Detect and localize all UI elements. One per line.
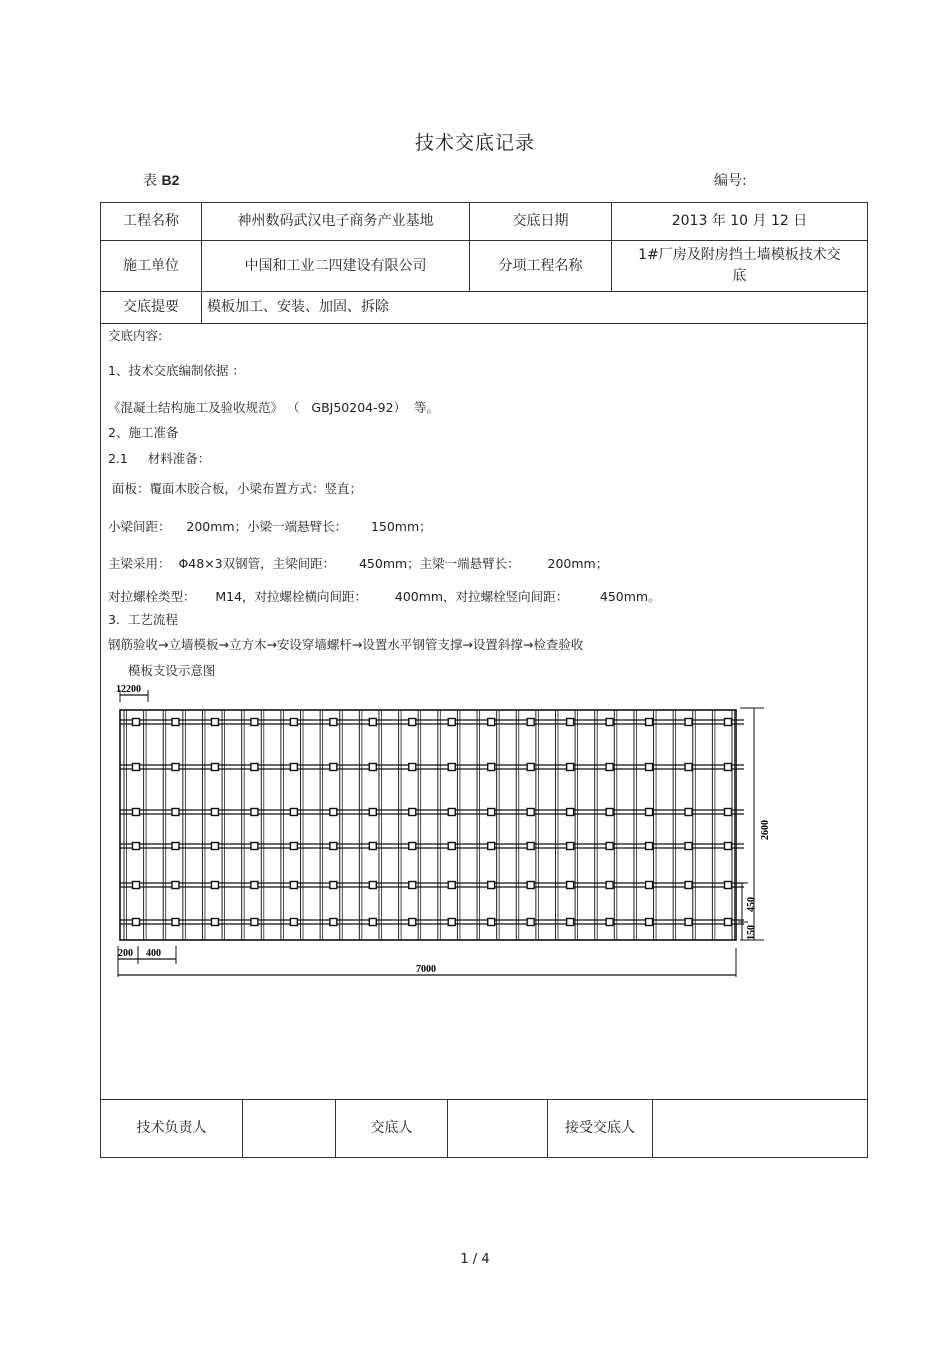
tie-bolt <box>330 719 337 726</box>
tie-bolt <box>448 764 455 771</box>
tie-bolt <box>251 719 258 726</box>
tie-bolt <box>409 919 416 926</box>
formwork-panel <box>120 710 736 940</box>
tie-bolt <box>133 809 140 816</box>
tech-lead-label: 技术负责人 <box>136 1120 207 1136</box>
tie-bolt <box>172 719 179 726</box>
content-line: 主梁采用： Φ48×3双钢管，主梁间距： 450mm；主梁一端悬臂长： 200mm； <box>108 556 609 571</box>
tie-bolt <box>606 843 613 850</box>
tie-bolt <box>527 919 534 926</box>
tie-bolt <box>211 919 218 926</box>
tie-bolt <box>448 882 455 889</box>
tie-bolt <box>725 919 732 926</box>
tie-bolt <box>369 719 376 726</box>
tie-bolt <box>369 919 376 926</box>
tie-bolt <box>133 719 140 726</box>
content-line: 模板支设示意图 <box>108 663 216 678</box>
tie-bolt <box>133 764 140 771</box>
subproject-label: 分项工程名称 <box>498 257 583 274</box>
tie-bolt <box>369 764 376 771</box>
content-line: 3. 工艺流程 <box>108 612 178 627</box>
tie-bolt <box>330 843 337 850</box>
tie-bolt <box>646 764 653 771</box>
tie-bolt <box>685 809 692 816</box>
tie-bolt <box>330 882 337 889</box>
tie-bolt <box>330 764 337 771</box>
tie-bolt <box>646 919 653 926</box>
content-line: 对拉螺栓类型： M14，对拉螺栓横向间距： 400mm，对拉螺栓竖向间距： 450mm。 <box>108 589 661 604</box>
tie-bolt <box>606 882 613 889</box>
tie-bolt <box>567 764 574 771</box>
tie-bolt <box>330 919 337 926</box>
tie-bolt <box>606 919 613 926</box>
dim-top-label: 12200 <box>116 684 141 695</box>
tie-bolt <box>290 719 297 726</box>
tie-bolt <box>527 719 534 726</box>
date-label: 交底日期 <box>512 213 569 229</box>
page-number: 1 / 4 <box>460 1252 490 1267</box>
tie-bolt <box>725 764 732 771</box>
tie-bolt <box>172 764 179 771</box>
tie-bolt <box>646 843 653 850</box>
project-name-value: 神州数码武汉电子商务产业基地 <box>237 213 434 229</box>
tie-bolt <box>172 919 179 926</box>
content-line: 《混凝土结构施工及验收规范》 （ GBJ50204-92） 等。 <box>108 400 439 415</box>
dim-right-a: 450 <box>746 897 757 912</box>
tie-bolt <box>448 843 455 850</box>
tie-bolt <box>646 882 653 889</box>
tie-bolt <box>567 843 574 850</box>
serial-number-label: 编号: <box>714 173 747 189</box>
tie-bolt <box>409 809 416 816</box>
tie-bolt <box>172 843 179 850</box>
summary-value: 模板加工、安装、加固、拆除 <box>207 299 389 315</box>
tie-bolt <box>567 919 574 926</box>
content-line: 钢筋验收→立墙模板→立方木→安设穿墙螺杆→设置水平钢管支撑→设置斜撑→检查验收 <box>108 637 584 652</box>
tie-bolt <box>646 719 653 726</box>
tie-bolt <box>409 764 416 771</box>
tie-bolt <box>606 764 613 771</box>
tie-bolt <box>290 882 297 889</box>
tie-bolt <box>606 809 613 816</box>
subproject-value: 1#厂房及附房挡土墙模板技术交 底 <box>638 247 841 284</box>
tie-bolt <box>211 764 218 771</box>
tie-bolt <box>369 882 376 889</box>
tie-bolt <box>488 764 495 771</box>
tie-bolt <box>488 719 495 726</box>
tie-bolt <box>369 843 376 850</box>
tie-bolt <box>725 843 732 850</box>
tie-bolt <box>488 809 495 816</box>
tie-bolt <box>251 809 258 816</box>
content-line: 面板：覆面木胶合板，小梁布置方式：竖直； <box>108 481 362 496</box>
summary-label: 交底提要 <box>123 299 179 315</box>
tie-bolt <box>527 809 534 816</box>
tie-bolt <box>527 764 534 771</box>
content-line: 2.1 材料准备： <box>108 451 211 466</box>
tie-bolt <box>725 719 732 726</box>
tie-bolt <box>251 764 258 771</box>
tie-bolt <box>133 882 140 889</box>
page-title: 技术交底记录 <box>414 132 535 154</box>
tie-bolt <box>448 919 455 926</box>
date-value: 2013 年 10 月 12 日 <box>671 213 808 229</box>
tie-bolt <box>172 809 179 816</box>
dim-width-label: 7000 <box>416 964 436 975</box>
tie-bolt <box>685 882 692 889</box>
tie-bolt <box>725 882 732 889</box>
tie-bolt <box>567 809 574 816</box>
contractor-label: 施工单位 <box>123 257 179 274</box>
tie-bolt <box>488 882 495 889</box>
contractor-value: 中国和工业二四建设有限公司 <box>244 257 427 274</box>
tie-bolt <box>448 719 455 726</box>
tie-bolt <box>685 843 692 850</box>
receiver-label: 接受交底人 <box>565 1120 635 1136</box>
content-line: 小梁间距： 200mm；小梁一端悬臂长： 150mm； <box>108 519 432 534</box>
dim-height-label: 2600 <box>760 820 771 840</box>
tie-bolt <box>251 882 258 889</box>
tie-bolt <box>369 809 376 816</box>
tie-bolt <box>488 843 495 850</box>
tie-bolt <box>211 809 218 816</box>
tie-bolt <box>211 719 218 726</box>
form-number: 表 B2 <box>143 172 180 189</box>
dim-right-b: 150 <box>746 925 757 940</box>
tie-bolt <box>685 919 692 926</box>
tie-bolt <box>133 843 140 850</box>
content-line: 2、施工准备 <box>108 425 179 440</box>
tie-bolt <box>606 719 613 726</box>
tie-bolt <box>646 809 653 816</box>
tie-bolt <box>251 843 258 850</box>
content-heading: 交底内容: <box>108 328 163 343</box>
tie-bolt <box>409 882 416 889</box>
discloser-label: 交底人 <box>370 1120 413 1136</box>
tie-bolt <box>527 882 534 889</box>
dim-bottom-left-a: 200 <box>118 948 133 959</box>
tie-bolt <box>685 764 692 771</box>
tie-bolt <box>290 764 297 771</box>
tie-bolt <box>527 843 534 850</box>
project-name-label: 工程名称 <box>123 213 179 229</box>
tie-bolt <box>133 919 140 926</box>
tie-bolt <box>725 809 732 816</box>
tie-bolt <box>290 919 297 926</box>
tie-bolt <box>685 719 692 726</box>
tie-bolt <box>409 843 416 850</box>
formwork-diagram <box>108 678 788 978</box>
tie-bolt <box>409 719 416 726</box>
tie-bolt <box>211 882 218 889</box>
dim-bottom-left-b: 400 <box>146 948 161 959</box>
tie-bolt <box>567 719 574 726</box>
tie-bolt <box>172 882 179 889</box>
tie-bolt <box>330 809 337 816</box>
tie-bolt <box>290 809 297 816</box>
tie-bolt <box>251 919 258 926</box>
content-line: 1、技术交底编制依据 ： <box>108 363 245 378</box>
tie-bolt <box>448 809 455 816</box>
tie-bolt <box>290 843 297 850</box>
tie-bolt <box>211 843 218 850</box>
tie-bolt <box>567 882 574 889</box>
tie-bolt <box>488 919 495 926</box>
